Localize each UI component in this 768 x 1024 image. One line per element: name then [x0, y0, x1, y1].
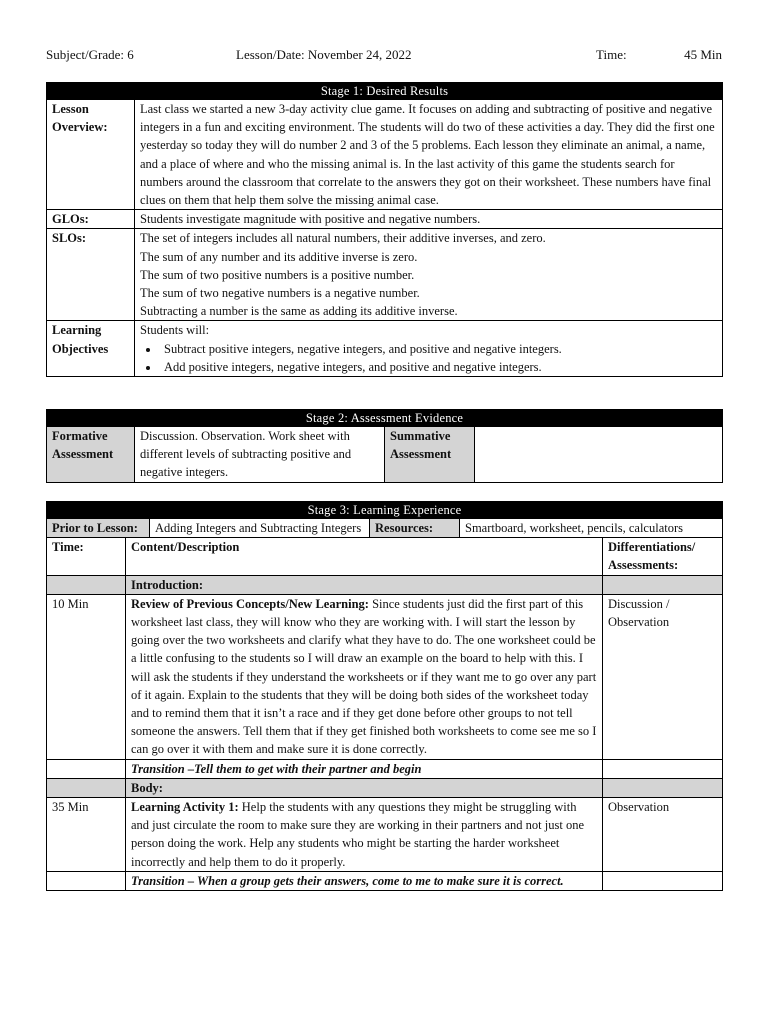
transition2: Transition – When a group gets their answers, come to me to make sure it is correct.	[126, 871, 603, 890]
summative-text	[475, 427, 723, 483]
subject-grade: Subject/Grade: 6	[46, 47, 134, 62]
intro-content	[126, 594, 603, 759]
prior-label: Prior to Lesson:	[47, 519, 150, 538]
body-time: 35 Min	[47, 798, 126, 872]
slo-item: Subtracting a number is the same as adding its additive inverse.	[140, 304, 458, 319]
col-content-header: Content/Description	[126, 538, 603, 575]
glos-label: GLOs:	[47, 210, 135, 229]
stage1-title: Stage 1: Desired Results	[47, 83, 723, 100]
stage3-table	[46, 501, 723, 891]
stage2-table	[46, 409, 723, 483]
objectives-list	[140, 340, 717, 376]
intro-text: Since students just did the first part of this worksheet last class, they will know who they are working with. I will start the lesson by going over the two worksheets and clarify what they have to do. The one worksheet could be a little confusing to the students so I will draw an example on the board to help with this. I will ask the students if they understand the worksheets or if they want me to go over any part of it again. Explain to the students that they will be doing both sides of the worksheet today and to remind them that it isn’t a race and if they get done before other groups to not tell someone the answers. Tell them that if they get finished both worksheets to come see me so I can go over it with them and make sure it is done correctly.	[131, 596, 597, 757]
resources-label: Resources:	[370, 519, 460, 538]
slo-item: The set of integers includes all natural numbers, their additive inverses, and zero.	[140, 231, 546, 246]
objective-item: • Add positive integers, negative integers, and positive and negative integers.	[160, 358, 717, 376]
intro-diff-spacer	[603, 575, 723, 594]
body-label: Body:	[126, 778, 603, 797]
transition2-diff-spacer	[603, 871, 723, 890]
activity-content	[126, 798, 603, 872]
slo-item: The sum of two negative numbers is a negative number.	[140, 286, 420, 301]
transition1-time-spacer	[47, 759, 126, 778]
intro-diff: Discussion / Observation	[603, 594, 723, 759]
col-diff-header: Differentiations/ Assessments:	[603, 538, 723, 575]
glos-text: Students investigate magnitude with positive and negative numbers.	[135, 210, 723, 229]
activity-diff: Observation	[603, 798, 723, 872]
objectives-label: Learning Objectives	[47, 321, 135, 377]
stage1-table	[46, 82, 723, 377]
body-diff-spacer	[603, 778, 723, 797]
intro-heading: Review of Previous Concepts/New Learning:	[131, 596, 369, 611]
transition2-time-spacer	[47, 871, 126, 890]
time-label: Time:	[596, 47, 627, 62]
summative-label: Summative Assessment	[385, 427, 475, 483]
slos-label: SLOs:	[47, 229, 135, 321]
stage2-title: Stage 2: Assessment Evidence	[47, 410, 723, 427]
time-value: 45 Min	[684, 47, 722, 62]
col-time-header: Time:	[47, 538, 126, 575]
lesson-header	[46, 46, 722, 66]
introduction-label: Introduction:	[126, 575, 603, 594]
prior-text: Adding Integers and Subtracting Integers	[150, 519, 370, 538]
formative-label: Formative Assessment	[47, 427, 135, 483]
overview-label: Lesson Overview:	[47, 100, 135, 210]
formative-text: Discussion. Observation. Work sheet with different levels of subtracting positive and negative integers.	[135, 427, 385, 483]
activity-text: Help the students with any questions they might be struggling with and just circulate the room to make sure they are working in their partners and not just one person doing the work. Help any students who might be starting the harder worksheet incorrectly and help them to do it properly.	[131, 800, 584, 869]
objective-item: • Subtract positive integers, negative integers, and positive and negative integers.	[160, 340, 717, 358]
slo-item: The sum of any number and its additive inverse is zero.	[140, 249, 418, 264]
body-time-spacer	[47, 778, 126, 797]
stage3-title: Stage 3: Learning Experience	[47, 502, 723, 519]
objectives-cell	[135, 321, 723, 377]
slo-item: The sum of two positive numbers is a positive number.	[140, 267, 415, 282]
activity-heading: Learning Activity 1:	[131, 800, 239, 815]
transition1: Transition –Tell them to get with their partner and begin	[126, 759, 603, 778]
intro-time-spacer	[47, 575, 126, 594]
resources-text: Smartboard, worksheet, pencils, calculators	[460, 519, 723, 538]
intro-time: 10 Min	[47, 594, 126, 759]
objectives-intro: Students will:	[140, 323, 210, 338]
transition1-diff-spacer	[603, 759, 723, 778]
lesson-date: Lesson/Date: November 24, 2022	[236, 47, 412, 62]
overview-text: Last class we started a new 3-day activity clue game. It focuses on adding and subtracting of positive and negative integers in a fun and exciting environment. The students will do two of these activities a day. They did the first one yesterday so today they will do number 2 and 3 of the 5 problems. Each lesson they eliminate an animal, a name, and a place of where and who the missing animal is. In the last activity of this game the students search for numbers around the classroom that correlate to the answers they got on their worksheet. These numbers have final clues on them that help them solve the missing animal case.	[135, 100, 723, 210]
slos-list	[135, 229, 723, 321]
